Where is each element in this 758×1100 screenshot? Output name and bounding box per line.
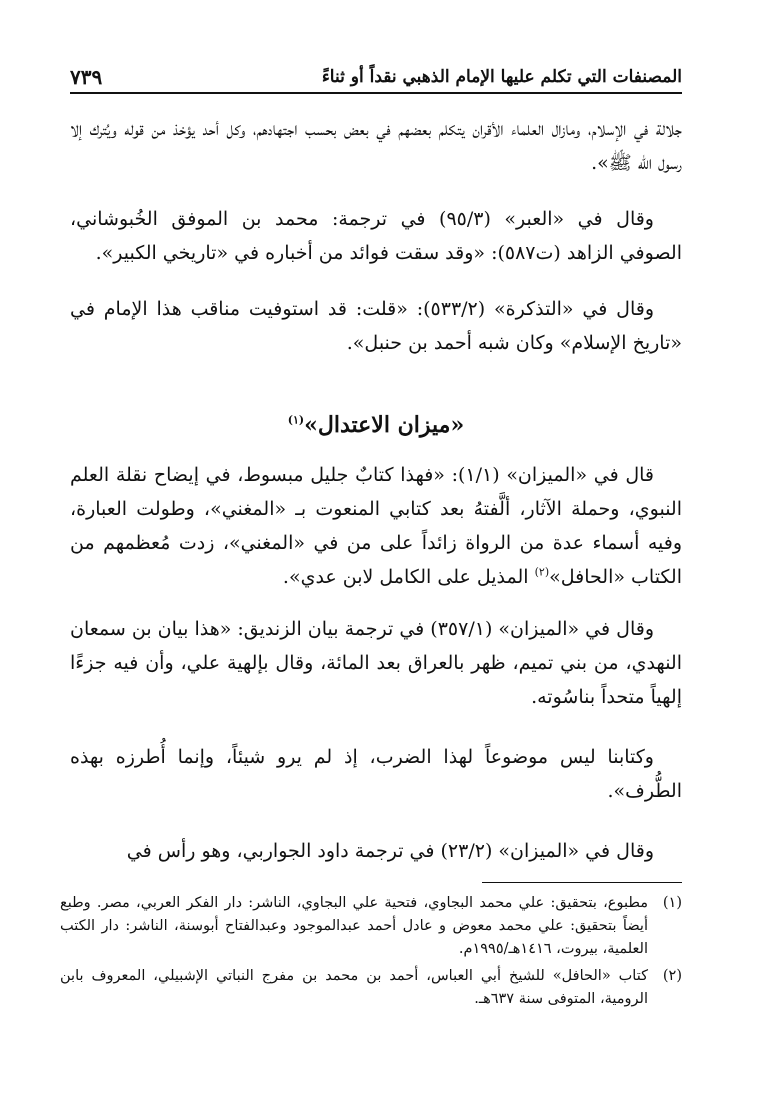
footnote: [60, 965, 682, 1011]
footnote-number: (١): [662, 895, 682, 911]
paragraph-text: المذيل على الكامل لابن عدي».: [282, 566, 535, 588]
paragraph: وقال في «العبر» (٩٥/٣) في ترجمة: محمد بن الموفق الخُبوشاني، الصوفي الزاهد (ت٥٨٧): «وقد سقت فوائد من أخباره في «تاريخي الكبير».: [70, 208, 682, 264]
main-text: [70, 112, 682, 868]
footnote: [60, 892, 682, 961]
page-number: ٧٣٩: [70, 65, 103, 89]
footnote-text: كتاب «الحافل» للشيخ أبي العباس، أحمد بن محمد بن مفرج النباتي الإشبيلي، المعروف بابن الرومية، المتوفى سنة ٦٣٧هـ.: [60, 968, 648, 1007]
section-heading-text: «ميزان الاعتدال»: [304, 412, 465, 438]
running-header: [70, 62, 682, 94]
paragraph: [70, 458, 682, 594]
footnote-text: مطبوع، بتحقيق: علي محمد البجاوي، فتحية علي البجاوي، الناشر: دار الفكر العربي، مصر. وطبع أيضاً بتحقيق: علي محمد معوض و عادل أحمد عبدالموجود وعبدالفتاح أبوسنة، الناشر: دار الكتب العلمية، بيروت، ١٤١٦هـ/١٩٩٥م.: [60, 895, 648, 957]
paragraph: وقال في «الميزان» (٢٣/٢) في ترجمة داود الجواربي، وهو رأس في: [126, 840, 654, 862]
footnote-ref: (١): [287, 413, 305, 427]
paragraph: وقال في «التذكرة» (٥٣٣/٢): «قلت: قد استوفيت مناقب هذا الإمام في «تاريخ الإسلام» وكان شبه أحمد بن حنبل».: [70, 298, 682, 354]
section-heading: [70, 408, 682, 442]
paragraph: وقال في «الميزان» (٣٥٧/١) في ترجمة بيان الزنديق: «هذا بيان بن سمعان النهدي، من بني تميم، ظهر بالعراق بعد المائة، وقال بإلهية علي، وأن فيه جزءًا إلهياً متحداً بناسُوته.: [70, 618, 682, 708]
paragraph: جلالة في الإسلام، ومازال العلماء الأقران يتكلم بعضهم في بعض بحسب اجتهادهم، وكل أحد يؤخذ من قوله ويُترك إلا رسول الله ﷺ».: [70, 118, 682, 174]
running-title: المصنفات التي تكلم عليها الإمام الذهبي نقداً أو ثناءً: [321, 67, 682, 87]
footnotes: [60, 892, 682, 1015]
paragraph: وكتابنا ليس موضوعاً لهذا الضرب، إذ لم يرو شيئاً، وإنما أُطرزه بهذه الطُّرف».: [70, 746, 682, 802]
paragraph-text: قال في «الميزان» (١/١): «فهذا كتابٌ جليل مبسوط، في إيضاح نقلة العلم النبوي، وحملة الآثار، ألَّفتهُ بعد كتابي المنعوت بـ «المغني»، وطولت العبارة، وفيه أسماء عدة من الرواة زائداً على من في «المغني»، زدت مُعظمهم من الكتاب «الحافل»: [70, 464, 682, 588]
footnote-divider: [482, 882, 682, 883]
footnote-ref: (٢): [534, 565, 550, 579]
footnote-number: (٢): [662, 968, 682, 984]
